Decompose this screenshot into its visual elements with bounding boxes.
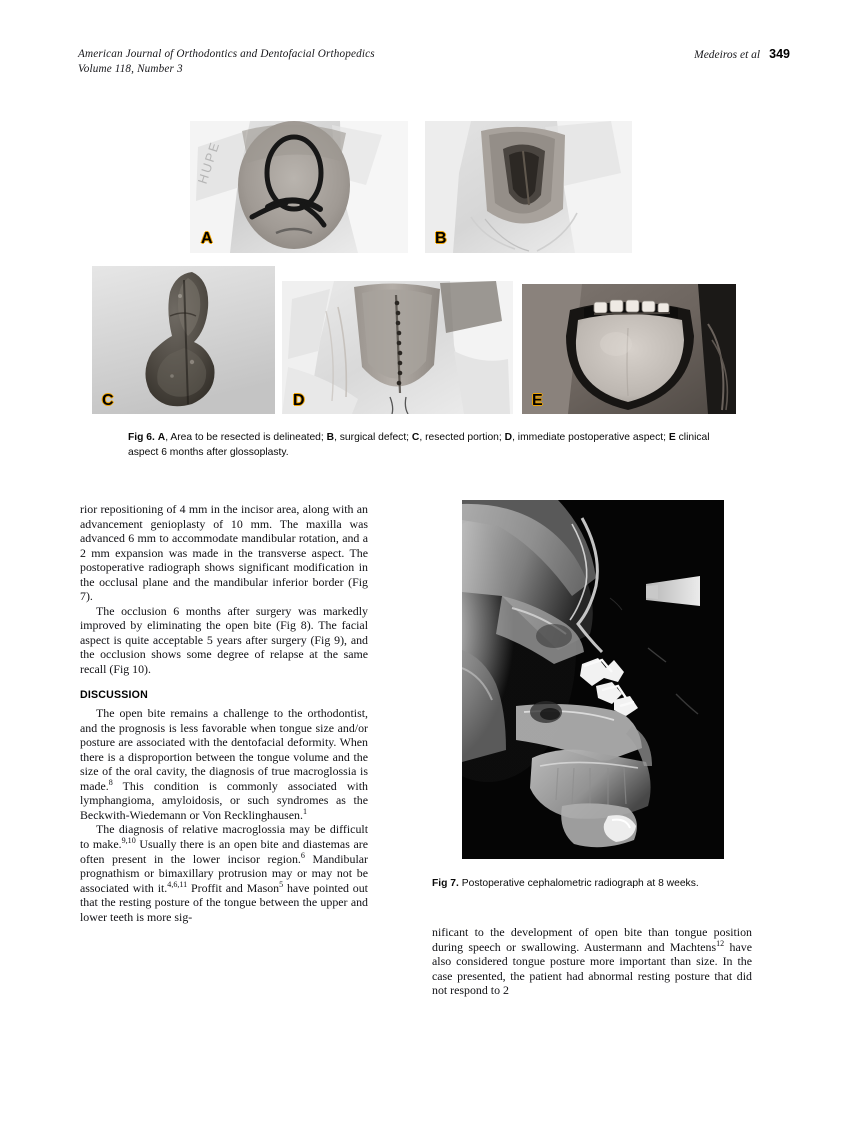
figure-6-panel-a [190, 121, 408, 253]
figure-6-panel-e [522, 284, 736, 414]
ref-4-6-11: 4,6,11 [167, 879, 188, 889]
ref-1: 1 [302, 806, 308, 816]
figure-6-ref-d: D [504, 432, 513, 443]
figure-6-panel-e-letter: E [532, 392, 543, 409]
figure-6-panel-b [425, 121, 632, 253]
journal-title: American Journal of Orthodontics and Dentofacial Orthopedics [78, 48, 375, 60]
figure-6-text-d: , immediate postoperative aspect; [512, 432, 669, 443]
para4-part-c: Mandibular prognathism or bimaxillary protrusion may or may not be associated with it. [80, 851, 368, 895]
paragraph-occlusion: The occlusion 6 months after surgery was markedly improved by eliminating the open bite (Fig 8). The facial aspect is quite acceptable 5 years after surgery (Fig 9), and the occlusion shows some degree of relapse at the same recall (Fig 10). [80, 603, 368, 677]
ref-6: 6 [300, 850, 305, 860]
figure-6-panel-d [282, 281, 513, 414]
right-para-part-b: have also considered tongue posture more important than size. In the case presented, the patient had abnormal resting posture that did not respond to 2 [432, 939, 752, 998]
ref-12: 12 [716, 938, 725, 948]
figure-6-ref-e: E [668, 432, 676, 443]
journal-volume-issue: Volume 118, Number 3 [78, 63, 183, 75]
para3-part-b: This condition is commonly associated with lymphangioma, amyloidosis, or such syndromes as the Beckwith-Wiedemann or Von Recklinghausen. [80, 778, 368, 822]
page-number: 349 [769, 47, 790, 61]
running-head [78, 47, 790, 81]
running-head-right [694, 47, 790, 61]
figure-6-panel-d-letter: D [293, 392, 305, 409]
figure-6-text-e: clinical aspect 6 months after glossoplasty. [128, 432, 710, 458]
para4-part-b: Usually there is an open bite and diastemas are often present in the lower incisor region. [80, 837, 368, 866]
figure-7-photo [462, 500, 724, 859]
para4-part-e: have pointed out that the resting posture of the tongue between the upper and lower teeth is more sig- [80, 880, 368, 924]
figure-6-panel-c-letter: C [102, 392, 114, 409]
paragraph-continued: rior repositioning of 4 mm in the incisor area, along with an advancement genioplasty of 10 mm. The maxilla was advanced 6 mm to accommodate mandibular rotation, and a 2 mm expansion was made in the transverse aspect. The postoperative radiograph shows significant modification in the occlusal plane and the mandibular inferior border (Fig 7). [80, 502, 368, 604]
body-left-column [80, 502, 368, 924]
figure-7-radiograph [462, 500, 724, 859]
running-head-authors: Medeiros et al [694, 49, 761, 61]
ref-8: 8 [108, 777, 113, 787]
panel-b-photo [425, 121, 632, 253]
figure-6-ref-a: A [157, 432, 166, 443]
figure-6-text-b: , surgical defect; [334, 432, 412, 443]
panel-a-photo [190, 121, 408, 253]
figure-7-caption [432, 877, 752, 892]
figure-6-text-a: , Area to be resected is delineated; [165, 432, 327, 443]
paragraph-tongue-posture [432, 925, 752, 998]
ref-5: 5 [279, 879, 284, 889]
body-right-column [432, 925, 752, 998]
section-heading-discussion: DISCUSSION [80, 688, 148, 701]
figure-6-label: Fig 6. [128, 432, 155, 443]
svg-text:HUPE: HUPE [194, 139, 223, 186]
panel-e-photo [522, 284, 736, 414]
panel-d-photo [282, 281, 513, 414]
para4-part-d: Proffit and Mason [187, 880, 280, 895]
para4-part-a: The diagnosis of relative macroglossia may be difficult to make. [80, 822, 368, 852]
figure-6-panel-a-letter: A [201, 230, 213, 247]
figure-6-panel-b-letter: B [435, 230, 447, 247]
figure-6-panel-c [92, 266, 275, 414]
ref-9-10: 9,10 [121, 836, 136, 846]
paragraph-open-bite [80, 706, 368, 822]
figure-7-label: Fig 7. [432, 878, 459, 889]
figure-6-ref-c: C [411, 432, 420, 443]
figure-6-ref-b: B [326, 432, 335, 443]
figure-6-text-c: , resected portion; [419, 432, 505, 443]
figure-6-caption [128, 431, 736, 460]
running-head-journal [78, 47, 375, 77]
figure-7-caption-text: Postoperative cephalometric radiograph at 8 weeks. [458, 878, 699, 889]
right-para-part-a: nificant to the development of open bite than tongue position during speech or swallowing. Austermann and Machtens [432, 925, 752, 954]
para3-part-a: The open bite remains a challenge to the orthodontist, and the prognosis is less favorable when tongue size and/or posture are associated with the dentofacial deformity. When there is a disproportion between the tongue volume and the size of the oral cavity, the diagnosis of true macroglossia is made. [80, 706, 368, 793]
paragraph-relative-macroglossia [80, 822, 368, 924]
panel-c-photo [92, 266, 275, 414]
